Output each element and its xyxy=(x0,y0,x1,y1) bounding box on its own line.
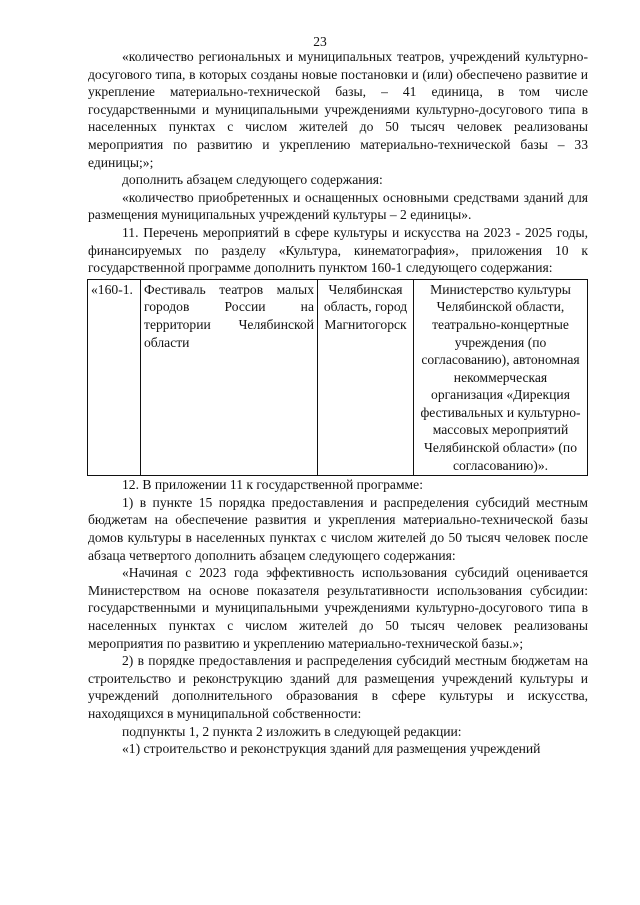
paragraph-item-11: 11. Перечень мероприятий в сфере культуры и искусства на 2023 - 2025 годы, финансируемых по разделу «Культура, кинематография», приложения 10 к государственной программе дополнить пунктом 160-1 следующего содержания: xyxy=(88,224,588,276)
table-cell-executor: Министерство культуры Челябинской области, театрально-концертные учреждения (по согласованию), автономная некоммерческая организация «Дирекция фестивальных и культурно-массовых мероприятий Челябинской области» (по согласованию)». xyxy=(414,279,588,476)
paragraph-add-instruction: дополнить абзацем следующего содержания: xyxy=(122,172,383,188)
document-body xyxy=(88,48,588,758)
paragraph-new-edition-start: «1) строительство и реконструкция зданий для размещения учреждений xyxy=(122,741,541,757)
table-cell-event: Фестиваль театров малых городов России на территории Челябинской области xyxy=(141,279,318,476)
paragraph-indicator-definition: «количество региональных и муниципальных театров, учреждений культурно-досугового типа, в которых созданы новые постановки и (или) обеспечено развитие и укрепление материально-технической базы, – 41 единица, в том числе государственными и муниципальными учреждениями культурно-досугового типа в населенных пунктах с числом жителей до 50 тысяч человек реализованы мероприятия по развитию и укреплению материально-технической базы – 33 единицы;»; xyxy=(88,49,588,170)
table-cell-number: «160-1. xyxy=(88,279,141,476)
paragraph-subitem-2: 2) в порядке предоставления и распределения субсидий местным бюджетам на строительство и реконструкцию зданий для размещения учреждений культуры и учреждений дополнительного образования в сфере культуры и искусства, находящихся в муниципальной собственности: xyxy=(88,653,588,721)
paragraph-new-indicator: «количество приобретенных и оснащенных основными средствами зданий для размещения муниципальных учреждений культуры – 2 единицы». xyxy=(88,189,588,223)
events-table xyxy=(87,279,588,477)
table-row xyxy=(88,279,588,476)
paragraph-quoted-text: «Начиная с 2023 года эффективность использования субсидий оценивается Министерством на основе показателя результативности использования субсидии: государственными и муниципальными учреждениями культурно-досугового типа в населенных пунктах с числом жителей до 50 тысяч человек реализованы мероприятия по развитию и укреплению материально-технической базы.»; xyxy=(88,565,588,651)
paragraph-subpoints-instruction: подпункты 1, 2 пункта 2 изложить в следующей редакции: xyxy=(122,723,462,739)
paragraph-item-12: 12. В приложении 11 к государственной программе: xyxy=(122,477,423,493)
page-number: 23 xyxy=(313,34,327,49)
paragraph-subitem-1: 1) в пункте 15 порядка предоставления и распределения субсидий местным бюджетам на обеспечение развития и укрепления материально-технической базы домов культуры в населенных пунктах с числом жителей до 50 тысяч человек после абзаца четвертого дополнить абзацем следующего содержания: xyxy=(88,494,588,563)
table-cell-location: Челябинская область, город Магнитогорск xyxy=(318,279,414,476)
